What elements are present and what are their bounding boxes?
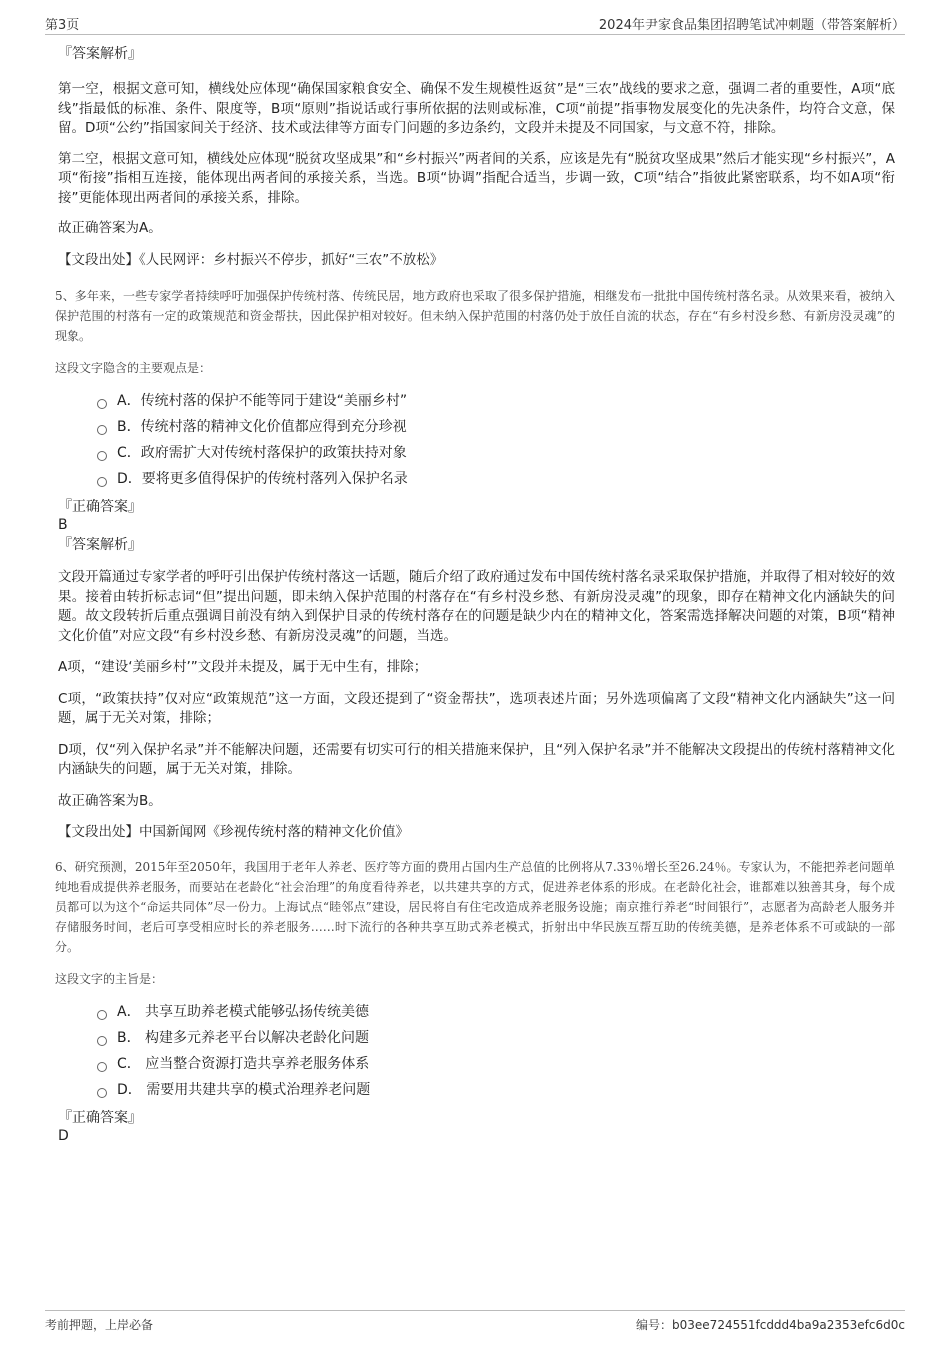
correct-answer-value: D [58,1127,69,1144]
option-label: B．传统村落的精神文化价值都应得到充分珍视 [117,419,407,435]
correct-answer-value: B [58,517,68,533]
correct-answer-label: 『正确答案』 [58,499,142,515]
analysis-label: 『答案解析』 [58,537,142,553]
option-a[interactable] [97,388,895,414]
radio-icon[interactable] [97,1036,107,1046]
question-5-prompt: 这段文字隐含的主要观点是： [55,361,212,375]
option-d[interactable] [97,1077,895,1103]
radio-icon[interactable] [97,477,107,487]
footer-slogan: 考前押题，上岸必备 [45,1318,154,1332]
main-content [55,45,895,1145]
source-citation: 【文段出处】中国新闻网《珍视传统村落的精神文化价值》 [58,824,409,840]
analysis-conclusion: 故正确答案为A。 [58,220,162,236]
radio-icon[interactable] [97,425,107,435]
option-label: C． 应当整合资源打造共享养老服务体系 [117,1055,370,1072]
page-number: 第3页 [45,18,80,33]
analysis-paragraph-2: 第二空，根据文意可知，横线处应体现“脱贫攻坚成果”和“乡村振兴”两者间的关系，应该是先有“脱贫攻坚成果”然后才能实现“乡村振兴”，A项“衔接”指相互连接，能体现出两者间的承接关系，当选。B项“协调”指配合适当，步调一致，C项“结合”指彼此紧密联系，均不如A项“衔接”更能体现出两者间的承接关系，排除。 [58,150,895,206]
analysis-paragraph-1: 第一空，根据文意可知，横线处应体现“确保国家粮食安全、确保不发生规模性返贫”是“三农”战线的要求之意，强调二者的重要性，A项“底线”指最低的标准、条件、限度等，B项“原则”指说话或行事所依据的法则或标准，C项“前提”指事物发展变化的先决条件，均符合文意，保留。D项“公约”指国家间关于经济、技术或法律等方面专门问题的多边条约，文段并未提及不同国家，与文意不符，排除。 [58,81,895,136]
radio-icon[interactable] [97,451,107,461]
question-5-text: 5、多年来，一些专家学者持续呼吁加强保护传统村落、传统民居，地方政府也采取了很多保护措施，相继发布一批批中国传统村落名录。从效果来看，被纳入保护范围的村落有一定的政策规范和资金帮扶，因此保护相对较好。但未纳入保护范围的村落仍处于放任自流的状态，存在“有乡村没乡愁、有新房没灵魂”的现象。 [55,289,895,343]
option-label: B． 构建多元养老平台以解决老龄化问题 [117,1029,370,1046]
option-a[interactable] [97,999,895,1025]
question-5-options [55,388,895,492]
question-6-prompt: 这段文字的主旨是： [55,971,164,986]
option-d[interactable] [97,466,895,492]
correct-answer-label: 『正确答案』 [58,1109,142,1126]
document-title: 2024年尹家食品集团招聘笔试冲刺题（带答案解析） [598,18,905,33]
analysis-paragraph-2: A项，“建设‘美丽乡村’”文段并未提及，属于无中生有，排除； [58,659,428,675]
analysis-conclusion: 故正确答案为B。 [58,792,162,809]
option-label: A． 共享互助养老模式能够弘扬传统美德 [117,1003,370,1020]
analysis-paragraph-3: C项，“政策扶持”仅对应“政策规范”这一方面，文段还提到了“资金帮扶”，选项表述片面；另外选项偏离了文段“精神文化内涵缺失”这一问题，属于无关对策，排除； [58,690,895,726]
page-footer [45,1310,905,1337]
option-label: D．要将更多值得保护的传统村落列入保护名录 [117,471,408,487]
document-code: 编号：b03ee724551fcddd4ba9a2353efc6d0c [636,1318,905,1332]
option-label: A．传统村落的保护不能等同于建设“美丽乡村” [117,393,408,409]
radio-icon[interactable] [97,1088,107,1098]
option-b[interactable] [97,414,895,440]
analysis-paragraph-4: D项，仅“列入保护名录”并不能解决问题，还需要有切实可行的相关措施来保护，且“列入保护名录”并不能解决文段提出的传统村落精神文化内涵缺失的问题，属于无关对策，排除。 [58,741,895,777]
radio-icon[interactable] [97,1010,107,1020]
option-b[interactable] [97,1025,895,1051]
radio-icon[interactable] [97,1062,107,1072]
option-c[interactable] [97,1051,895,1077]
page-header [45,12,905,35]
analysis-label: 『答案解析』 [58,46,142,62]
option-c[interactable] [97,440,895,466]
option-label: C．政府需扩大对传统村落保护的政策扶持对象 [117,445,407,461]
question-6-text: 6、研究预测，2015年至2050年，我国用于老年人养老、医疗等方面的费用占国内生产总值的比例将从7.33％增长至26.24％。专家认为，不能把养老问题单纯地看成提供养老服务，而要站在老龄化“社会治理”的角度看待养老，以共建共享的方式，促进养老体系的形成。在老龄化社会，谁都难以独善其身，每个成员都可以为这个“命运共同体”尽一份力。上海试点“睦邻点”建设，居民将自有住宅改造成养老服务设施；南京推行养老“时间银行”，志愿者为高龄老人服务并存储服务时间，老后可享受相应时长的养老服务……时下流行的各种共享互助式养老模式，折射出中华民族互帮互助的传统美德，是养老体系不可或缺的一部分。 [55,859,895,954]
question-6-options [55,999,895,1103]
radio-icon[interactable] [97,399,107,409]
option-label: D． 需要用共建共享的模式治理养老问题 [117,1081,371,1098]
analysis-paragraph-1: 文段开篇通过专家学者的呼吁引出保护传统村落这一话题，随后介绍了政府通过发布中国传统村落名录采取保护措施，并取得了相对较好的效果。接着由转折标志词“但”提出问题，即未纳入保护范围的村落存在“有乡村没乡愁、有新房没灵魂”的现象，即存在精神文化内涵缺失的问题。故文段转折后重点强调目前没有纳入到保护目录的传统村落存在的问题是缺少内在的精神文化，答案需选择解决问题的对策，B项“精神文化价值”对应文段“有乡村没乡愁、有新房没灵魂”的问题，当选。 [58,569,895,644]
source-citation: 【文段出处】《人民网评：乡村振兴不停步，抓好“三农”不放松》 [58,251,444,268]
